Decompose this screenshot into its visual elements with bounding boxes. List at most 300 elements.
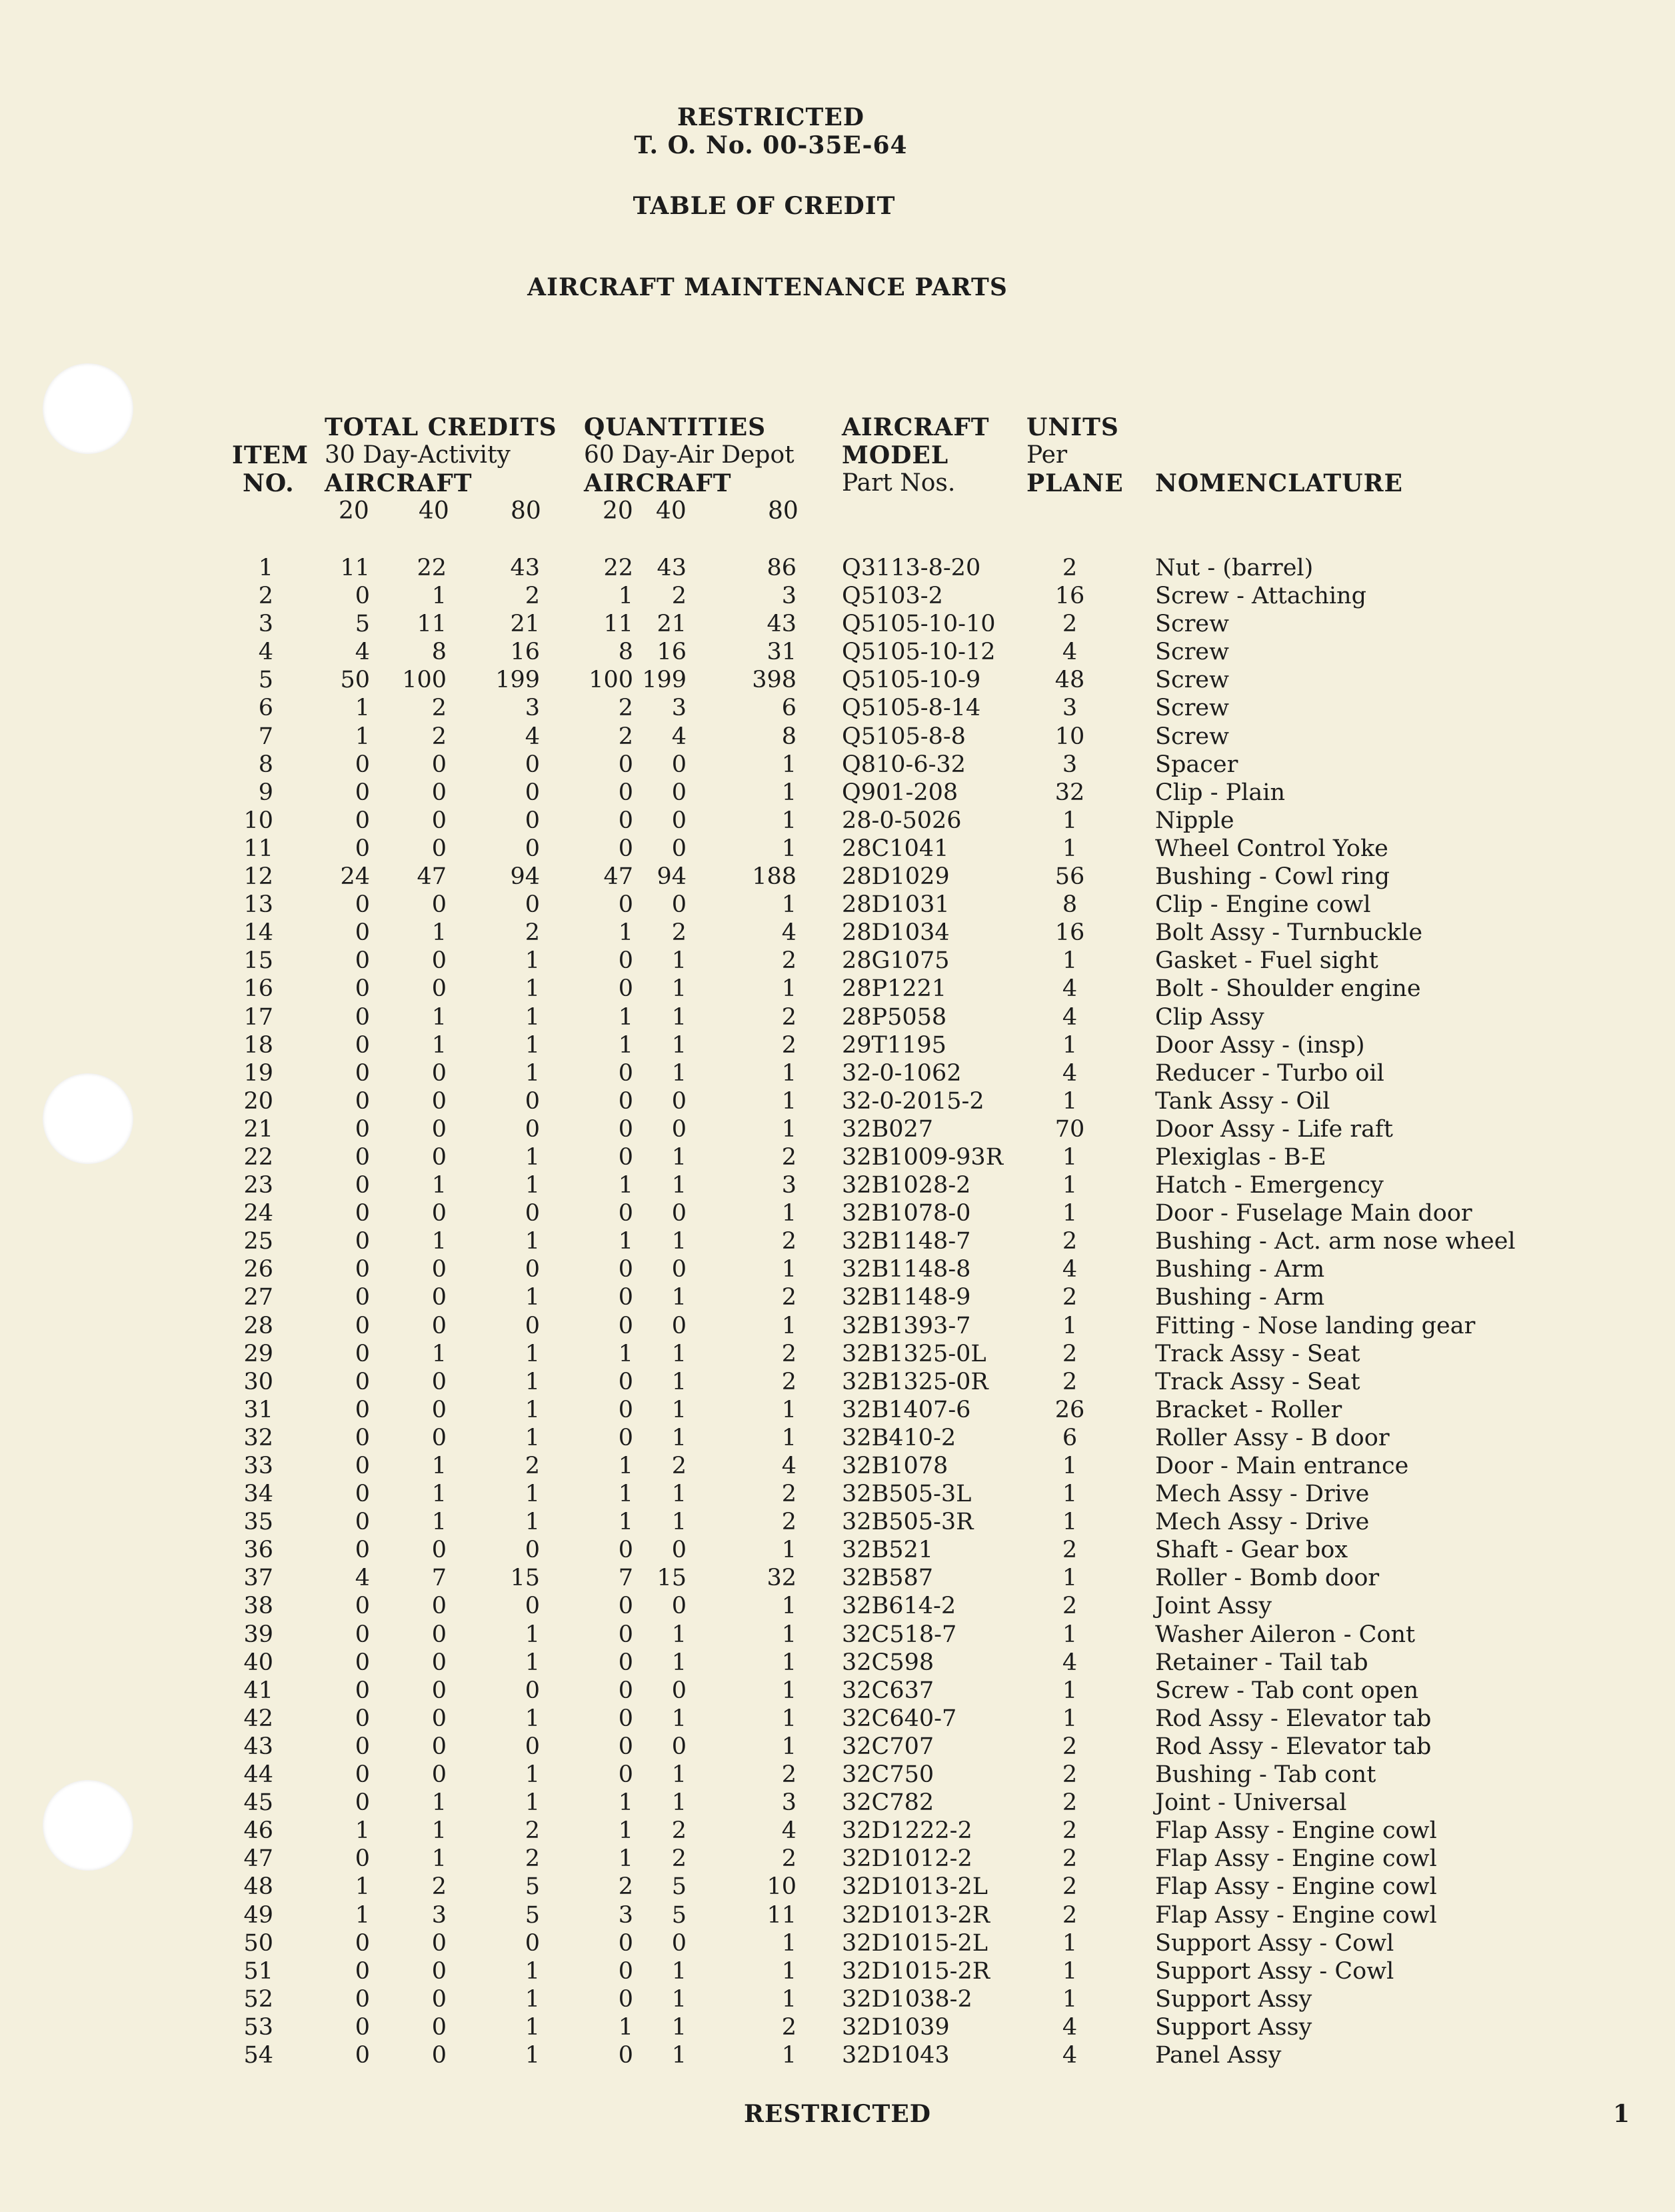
quantities-80-value: 1 bbox=[781, 835, 797, 862]
total-credits-80-value: 0 bbox=[525, 835, 540, 862]
total-credits-20-value: 1 bbox=[355, 723, 370, 750]
nomenclature: Screw bbox=[1155, 639, 1229, 666]
quantities-80-value: 1 bbox=[781, 1200, 797, 1227]
total-credits-80-value: 1 bbox=[525, 1621, 540, 1648]
total-credits-40-value: 0 bbox=[431, 1677, 447, 1704]
part-number: 32B505-3R bbox=[842, 1509, 974, 1536]
quantities-80-value: 43 bbox=[767, 611, 797, 638]
total-credits-40-value: 0 bbox=[431, 1059, 447, 1087]
nomenclature: Shaft - Gear box bbox=[1155, 1537, 1348, 1564]
quantities-20-value: 0 bbox=[618, 1256, 633, 1283]
quantities-80-value: 1 bbox=[781, 779, 797, 806]
item-number: 40 bbox=[243, 1649, 273, 1676]
quantities-80-value: 1 bbox=[781, 1087, 797, 1115]
quantities-20-value: 0 bbox=[618, 1761, 633, 1789]
quantities-40-value: 1 bbox=[671, 1957, 687, 1985]
units-per-plane: 2 bbox=[1062, 1901, 1078, 1929]
nomenclature: Bolt Assy - Turnbuckle bbox=[1155, 919, 1423, 947]
table-row bbox=[0, 1508, 1675, 1536]
quantities-80-value: 1 bbox=[781, 2041, 797, 2069]
units-per-plane: 2 bbox=[1062, 1228, 1078, 1255]
total-credits-20-value: 0 bbox=[355, 2041, 370, 2069]
total-credits-80-value: 1 bbox=[525, 1761, 540, 1789]
quantities-80-value: 2 bbox=[781, 1509, 797, 1536]
total-credits-40-value: 0 bbox=[431, 807, 447, 834]
quantities-80: 80 bbox=[768, 497, 799, 525]
nomenclature: Gasket - Fuel sight bbox=[1155, 947, 1378, 975]
total-credits-40-value: 0 bbox=[431, 751, 447, 778]
quantities-20-value: 1 bbox=[618, 1509, 633, 1536]
quantities-80-value: 4 bbox=[781, 1817, 797, 1845]
quantities-40-value: 0 bbox=[671, 1087, 687, 1115]
part-number: 32B1148-8 bbox=[842, 1256, 971, 1283]
part-number: 32D1013-2L bbox=[842, 1873, 988, 1901]
quantities-80-value: 2 bbox=[781, 1761, 797, 1789]
item-number: 22 bbox=[243, 1143, 273, 1171]
quantities-20-value: 0 bbox=[618, 807, 633, 834]
item-number: 30 bbox=[243, 1368, 273, 1395]
total-credits-80-value: 1 bbox=[525, 1003, 540, 1031]
table-row bbox=[0, 1115, 1675, 1143]
quantities-subheading: 60 Day-Air Depot bbox=[584, 441, 795, 469]
table-row bbox=[0, 1677, 1675, 1705]
total-credits-20-value: 4 bbox=[355, 1565, 370, 1592]
quantities-40-value: 0 bbox=[671, 1537, 687, 1564]
item-number: 18 bbox=[243, 1031, 273, 1059]
part-number: Q5105-8-14 bbox=[842, 695, 981, 722]
quantities-40-value: 0 bbox=[671, 779, 687, 806]
table-row bbox=[0, 666, 1675, 694]
total-credits-20-value: 0 bbox=[355, 1509, 370, 1536]
total-credits-20-value: 24 bbox=[340, 863, 370, 891]
quantities-80-value: 1 bbox=[781, 1621, 797, 1648]
units-per-plane: 6 bbox=[1062, 1424, 1078, 1451]
units-per-plane: 2 bbox=[1062, 555, 1078, 581]
total-credits-20-value: 0 bbox=[355, 779, 370, 806]
nomenclature: Flap Assy - Engine cowl bbox=[1155, 1873, 1437, 1901]
table-row bbox=[0, 1789, 1675, 1817]
nomenclature: Clip - Engine cowl bbox=[1155, 891, 1371, 919]
nomenclature-heading: NOMENCLATURE bbox=[1155, 469, 1403, 497]
total-credits-80-value: 1 bbox=[525, 1649, 540, 1676]
table-row bbox=[0, 1368, 1675, 1396]
quantities-40-value: 199 bbox=[642, 667, 687, 694]
total-credits-80-value: 5 bbox=[525, 1873, 540, 1901]
nomenclature: Reducer - Turbo oil bbox=[1155, 1059, 1384, 1087]
total-credits-40-value: 0 bbox=[431, 1143, 447, 1171]
quantities-40-value: 5 bbox=[671, 1873, 687, 1901]
item-number: 7 bbox=[258, 723, 273, 750]
total-credits-80-value: 1 bbox=[525, 1705, 540, 1732]
part-number: Q5105-10-9 bbox=[842, 667, 981, 694]
nomenclature: Washer Aileron - Cont bbox=[1155, 1621, 1416, 1648]
nomenclature: Bracket - Roller bbox=[1155, 1396, 1342, 1423]
total-credits-80-value: 21 bbox=[510, 611, 540, 638]
section-title: AIRCRAFT MAINTENANCE PARTS bbox=[527, 273, 1008, 301]
total-credits-80-value: 0 bbox=[525, 1593, 540, 1620]
total-credits-20-value: 0 bbox=[355, 1143, 370, 1171]
table-row bbox=[0, 694, 1675, 722]
quantities-20-value: 7 bbox=[618, 1565, 633, 1592]
quantities-80-value: 1 bbox=[781, 1424, 797, 1451]
quantities-80-value: 4 bbox=[781, 919, 797, 947]
total-credits-40-value: 0 bbox=[431, 779, 447, 806]
total-credits-40-value: 8 bbox=[431, 639, 447, 666]
part-number: 32B1148-9 bbox=[842, 1284, 971, 1311]
item-number: 6 bbox=[258, 695, 273, 722]
quantities-80-value: 2 bbox=[781, 1340, 797, 1367]
units-per-plane: 1 bbox=[1062, 1985, 1078, 2013]
nomenclature: Door - Main entrance bbox=[1155, 1453, 1409, 1479]
quantities-40-value: 16 bbox=[657, 639, 687, 666]
quantities-20-value: 0 bbox=[618, 1957, 633, 1985]
item-number: 33 bbox=[243, 1453, 273, 1479]
nomenclature: Flap Assy - Engine cowl bbox=[1155, 1845, 1437, 1873]
item-number: 53 bbox=[243, 2013, 273, 2041]
quantities-20: 20 bbox=[603, 497, 633, 525]
quantities-20-value: 0 bbox=[618, 1677, 633, 1704]
units-per-plane: 2 bbox=[1062, 1873, 1078, 1901]
total-credits-80-value: 94 bbox=[510, 863, 540, 891]
quantities-20-value: 11 bbox=[603, 611, 633, 638]
item-number: 2 bbox=[258, 583, 273, 610]
total-credits-40-value: 0 bbox=[431, 835, 447, 862]
quantities-80-value: 2 bbox=[781, 1481, 797, 1508]
part-number: 32C782 bbox=[842, 1789, 934, 1817]
quantities-40-value: 94 bbox=[657, 863, 687, 891]
units-per-plane: 3 bbox=[1062, 695, 1078, 722]
part-number: 32D1222-2 bbox=[842, 1817, 972, 1845]
part-number: Q901-208 bbox=[842, 779, 958, 806]
total-credits-80-value: 0 bbox=[525, 1312, 540, 1339]
total-credits-40-value: 0 bbox=[431, 891, 447, 919]
part-number: 32B1325-0R bbox=[842, 1368, 988, 1395]
table-row bbox=[0, 1255, 1675, 1283]
total-credits-80-value: 1 bbox=[525, 1509, 540, 1536]
quantities-40-value: 1 bbox=[671, 1396, 687, 1423]
units-per-plane: 4 bbox=[1062, 2013, 1078, 2041]
quantities-20-value: 2 bbox=[618, 1873, 633, 1901]
quantities-aircraft: AIRCRAFT bbox=[584, 469, 732, 497]
total-credits-20-value: 0 bbox=[355, 1593, 370, 1620]
total-credits-40-value: 0 bbox=[431, 1929, 447, 1957]
item-number: 41 bbox=[243, 1677, 273, 1704]
table-row bbox=[0, 1087, 1675, 1115]
nomenclature: Clip Assy bbox=[1155, 1003, 1264, 1031]
total-credits-40-value: 0 bbox=[431, 1115, 447, 1143]
nomenclature: Door Assy - (insp) bbox=[1155, 1031, 1365, 1059]
item-number: 11 bbox=[243, 835, 273, 862]
restricted-footer: RESTRICTED bbox=[743, 2100, 931, 2128]
quantities-20-value: 0 bbox=[618, 1593, 633, 1620]
part-number: 32B505-3L bbox=[842, 1481, 972, 1508]
item-number: 25 bbox=[243, 1228, 273, 1255]
page-number: 1 bbox=[1613, 2100, 1630, 2128]
quantities-20-value: 0 bbox=[618, 779, 633, 806]
nomenclature: Door - Fuselage Main door bbox=[1155, 1200, 1472, 1227]
total-credits-40-value: 1 bbox=[431, 1845, 447, 1873]
quantities-40-value: 1 bbox=[671, 1284, 687, 1311]
item-number: 27 bbox=[243, 1284, 273, 1311]
part-number: 32B521 bbox=[842, 1537, 934, 1564]
quantities-40-value: 1 bbox=[671, 1003, 687, 1031]
units-per-plane: 1 bbox=[1062, 1677, 1078, 1704]
units-per-plane: 2 bbox=[1062, 1817, 1078, 1845]
total-credits-20-value: 0 bbox=[355, 919, 370, 947]
quantities-20-value: 0 bbox=[618, 1929, 633, 1957]
total-credits-80-value: 199 bbox=[495, 667, 540, 694]
quantities-40-value: 1 bbox=[671, 2041, 687, 2069]
quantities-80-value: 1 bbox=[781, 1957, 797, 1985]
units-per-plane: 4 bbox=[1062, 1059, 1078, 1087]
units-per-plane: 1 bbox=[1062, 1481, 1078, 1508]
total-credits-40-value: 0 bbox=[431, 1312, 447, 1339]
quantities-20-value: 1 bbox=[618, 1817, 633, 1845]
total-credits-80-value: 1 bbox=[525, 1985, 540, 2013]
table-row bbox=[0, 1171, 1675, 1199]
total-credits-20-value: 0 bbox=[355, 1789, 370, 1817]
quantities-80-value: 398 bbox=[752, 667, 797, 694]
part-number: 28D1034 bbox=[842, 919, 950, 947]
nomenclature: Screw - Attaching bbox=[1155, 583, 1366, 610]
total-credits-80-value: 0 bbox=[525, 1256, 540, 1283]
total-credits-40-value: 0 bbox=[431, 1733, 447, 1760]
total-credits-40-value: 0 bbox=[431, 1368, 447, 1395]
quantities-80-value: 1 bbox=[781, 1059, 797, 1087]
total-credits-80-value: 1 bbox=[525, 1228, 540, 1255]
nomenclature: Wheel Control Yoke bbox=[1155, 835, 1388, 862]
total-credits-80-value: 1 bbox=[525, 1031, 540, 1059]
total-credits-20-value: 0 bbox=[355, 1705, 370, 1732]
total-credits-80-value: 2 bbox=[525, 1845, 540, 1873]
quantities-80-value: 2 bbox=[781, 1845, 797, 1873]
units-per-plane: 16 bbox=[1054, 583, 1085, 610]
item-number: 21 bbox=[243, 1115, 273, 1143]
total-credits-80-value: 0 bbox=[525, 779, 540, 806]
item-number: 46 bbox=[243, 1817, 273, 1845]
total-credits-80-value: 3 bbox=[525, 695, 540, 722]
nomenclature: Rod Assy - Elevator tab bbox=[1155, 1733, 1432, 1760]
part-number: 32C637 bbox=[842, 1677, 934, 1704]
table-row bbox=[0, 1312, 1675, 1340]
quantities-80-value: 1 bbox=[781, 1733, 797, 1760]
quantities-40-value: 1 bbox=[671, 1649, 687, 1676]
model-heading: MODEL bbox=[842, 441, 949, 469]
part-number: 32C750 bbox=[842, 1761, 934, 1789]
total-credits-20: 20 bbox=[339, 497, 369, 525]
quantities-40-value: 1 bbox=[671, 1172, 687, 1199]
nomenclature: Bolt - Shoulder engine bbox=[1155, 975, 1421, 1003]
quantities-20-value: 0 bbox=[618, 1284, 633, 1311]
nomenclature: Track Assy - Seat bbox=[1155, 1368, 1360, 1395]
nomenclature: Joint Assy bbox=[1155, 1593, 1272, 1620]
quantities-40-value: 0 bbox=[671, 891, 687, 919]
part-number: Q5105-10-12 bbox=[842, 639, 996, 666]
quantities-20-value: 0 bbox=[618, 2041, 633, 2069]
nomenclature: Roller Assy - B door bbox=[1155, 1424, 1390, 1451]
item-number: 20 bbox=[243, 1087, 273, 1115]
total-credits-20-value: 0 bbox=[355, 1649, 370, 1676]
item-heading: ITEM bbox=[232, 441, 309, 469]
table-row bbox=[0, 2041, 1675, 2069]
table-row bbox=[0, 1733, 1675, 1761]
nomenclature: Mech Assy - Drive bbox=[1155, 1509, 1370, 1536]
units-per-plane: 2 bbox=[1062, 1368, 1078, 1395]
part-number: 28G1075 bbox=[842, 947, 950, 975]
quantities-20-value: 0 bbox=[618, 947, 633, 975]
quantities-80-value: 11 bbox=[767, 1901, 797, 1929]
table-row bbox=[0, 1929, 1675, 1957]
quantities-20-value: 1 bbox=[618, 1003, 633, 1031]
units-per-plane: 32 bbox=[1054, 779, 1085, 806]
total-credits-subheading: 30 Day-Activity bbox=[325, 441, 511, 469]
total-credits-20-value: 0 bbox=[355, 1031, 370, 1059]
total-credits-80-value: 0 bbox=[525, 1115, 540, 1143]
total-credits-80-value: 0 bbox=[525, 1087, 540, 1115]
part-number: 32B1009-93R bbox=[842, 1143, 1004, 1171]
quantities-80-value: 3 bbox=[781, 583, 797, 610]
table-row bbox=[0, 807, 1675, 835]
units-per-plane: 4 bbox=[1062, 1649, 1078, 1676]
total-credits-20-value: 0 bbox=[355, 835, 370, 862]
units-per-plane: 4 bbox=[1062, 1256, 1078, 1283]
total-credits-20-value: 0 bbox=[355, 1003, 370, 1031]
nomenclature: Panel Assy bbox=[1155, 2041, 1282, 2069]
item-no-heading: NO. bbox=[243, 469, 295, 497]
quantities-40-value: 1 bbox=[671, 1424, 687, 1451]
item-number: 48 bbox=[243, 1873, 273, 1901]
quantities-20-value: 0 bbox=[618, 1143, 633, 1171]
quantities-80-value: 3 bbox=[781, 1172, 797, 1199]
total-credits-20-value: 0 bbox=[355, 1368, 370, 1395]
item-number: 24 bbox=[243, 1200, 273, 1227]
quantities-40-value: 2 bbox=[671, 1453, 687, 1479]
quantities-80-value: 31 bbox=[767, 639, 797, 666]
total-credits-20-value: 0 bbox=[355, 1284, 370, 1311]
item-number: 37 bbox=[243, 1565, 273, 1592]
quantities-40-value: 5 bbox=[671, 1901, 687, 1929]
total-credits-40-value: 1 bbox=[431, 1789, 447, 1817]
quantities-40-value: 1 bbox=[671, 1705, 687, 1732]
total-credits-40-value: 1 bbox=[431, 1453, 447, 1479]
total-credits-80-value: 1 bbox=[525, 1396, 540, 1423]
total-credits-20-value: 0 bbox=[355, 583, 370, 610]
units-per-plane: 4 bbox=[1062, 1003, 1078, 1031]
to-number: T. O. No. 00-35E-64 bbox=[634, 131, 908, 159]
table-row bbox=[0, 975, 1675, 1003]
total-credits-80-value: 2 bbox=[525, 583, 540, 610]
table-row bbox=[0, 779, 1675, 807]
nomenclature: Mech Assy - Drive bbox=[1155, 1481, 1370, 1508]
total-credits-40-value: 0 bbox=[431, 1593, 447, 1620]
item-number: 13 bbox=[243, 891, 273, 919]
quantities-40-value: 1 bbox=[671, 1621, 687, 1648]
quantities-20-value: 22 bbox=[603, 555, 633, 581]
total-credits-80-value: 1 bbox=[525, 1143, 540, 1171]
total-credits-20-value: 1 bbox=[355, 1817, 370, 1845]
units-per-plane: 2 bbox=[1062, 1789, 1078, 1817]
quantities-40-value: 0 bbox=[671, 1733, 687, 1760]
part-number: 32C640-7 bbox=[842, 1705, 957, 1732]
quantities-40-value: 1 bbox=[671, 1985, 687, 2013]
total-credits-80-value: 1 bbox=[525, 2013, 540, 2041]
total-credits-40-value: 3 bbox=[431, 1901, 447, 1929]
quantities-20-value: 0 bbox=[618, 1087, 633, 1115]
quantities-20-value: 0 bbox=[618, 1312, 633, 1339]
quantities-20-value: 1 bbox=[618, 919, 633, 947]
nomenclature: Flap Assy - Engine cowl bbox=[1155, 1817, 1437, 1845]
quantities-20-value: 0 bbox=[618, 1705, 633, 1732]
total-credits-80-value: 0 bbox=[525, 891, 540, 919]
total-credits-40-value: 0 bbox=[431, 1621, 447, 1648]
quantities-80-value: 1 bbox=[781, 1593, 797, 1620]
total-credits-80-value: 4 bbox=[525, 723, 540, 750]
quantities-40-value: 1 bbox=[671, 1368, 687, 1395]
total-credits-40-value: 11 bbox=[417, 611, 447, 638]
table-row bbox=[0, 1536, 1675, 1564]
total-credits-80: 80 bbox=[511, 497, 541, 525]
quantities-20-value: 1 bbox=[618, 1789, 633, 1817]
part-number: 32D1038-2 bbox=[842, 1985, 972, 2013]
quantities-20-value: 0 bbox=[618, 975, 633, 1003]
table-row bbox=[0, 1761, 1675, 1789]
item-number: 36 bbox=[243, 1537, 273, 1564]
nomenclature: Support Assy - Cowl bbox=[1155, 1957, 1394, 1985]
total-credits-40-value: 1 bbox=[431, 1817, 447, 1845]
item-number: 51 bbox=[243, 1957, 273, 1985]
total-credits-20-value: 0 bbox=[355, 1059, 370, 1087]
quantities-40-value: 0 bbox=[671, 835, 687, 862]
quantities-40-value: 1 bbox=[671, 1228, 687, 1255]
total-credits-40-value: 0 bbox=[431, 947, 447, 975]
part-number: 28P5058 bbox=[842, 1003, 947, 1031]
quantities-40-value: 0 bbox=[671, 1256, 687, 1283]
total-credits-80-value: 43 bbox=[510, 555, 540, 581]
total-credits-40-value: 2 bbox=[431, 1873, 447, 1901]
total-credits-80-value: 2 bbox=[525, 1453, 540, 1479]
total-credits-20-value: 0 bbox=[355, 1453, 370, 1479]
part-number: 32B1393-7 bbox=[842, 1312, 971, 1339]
item-number: 15 bbox=[243, 947, 273, 975]
table-title: TABLE OF CREDIT bbox=[633, 192, 896, 220]
table-row bbox=[0, 1059, 1675, 1087]
table-row bbox=[0, 751, 1675, 779]
quantities-80-value: 4 bbox=[781, 1453, 797, 1479]
part-number: Q810-6-32 bbox=[842, 751, 966, 778]
part-number: 32B410-2 bbox=[842, 1424, 956, 1451]
quantities-20-value: 0 bbox=[618, 1200, 633, 1227]
table-row bbox=[0, 1705, 1675, 1733]
quantities-80-value: 2 bbox=[781, 1368, 797, 1395]
units-per-plane: 10 bbox=[1054, 723, 1085, 750]
table-row bbox=[0, 1283, 1675, 1311]
units-per-plane: 1 bbox=[1062, 1087, 1078, 1115]
item-number: 8 bbox=[258, 751, 273, 778]
units-per-plane: 70 bbox=[1054, 1115, 1085, 1143]
table-row bbox=[0, 863, 1675, 891]
total-credits-40-value: 0 bbox=[431, 1284, 447, 1311]
item-number: 9 bbox=[258, 779, 273, 806]
total-credits-80-value: 15 bbox=[510, 1565, 540, 1592]
nomenclature: Plexiglas - B-E bbox=[1155, 1143, 1326, 1171]
quantities-20-value: 1 bbox=[618, 1845, 633, 1873]
total-credits-40-value: 2 bbox=[431, 723, 447, 750]
part-number: 32D1039 bbox=[842, 2013, 950, 2041]
item-number: 35 bbox=[243, 1509, 273, 1536]
part-number: 32-0-2015-2 bbox=[842, 1087, 984, 1115]
nomenclature: Screw bbox=[1155, 695, 1229, 722]
total-credits-20-value: 0 bbox=[355, 1677, 370, 1704]
